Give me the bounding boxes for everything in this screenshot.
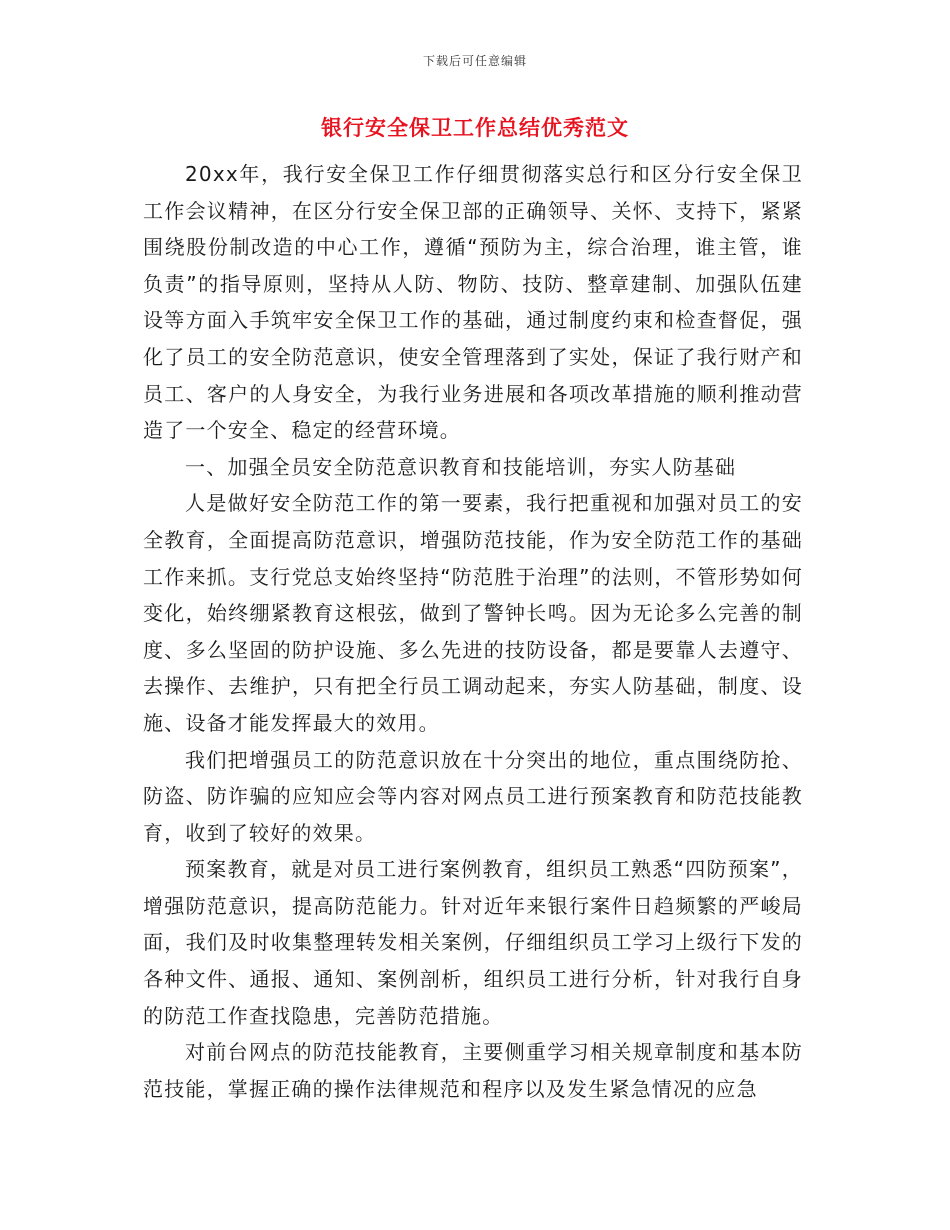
header-note: 下载后可任意编辑	[422, 54, 527, 68]
section-heading-1: 一、加强全员安全防范意识教育和技能培训，夯实人防基础	[185, 454, 737, 479]
paragraph: 预案教育，就是对员工进行案例教育，组织员工熟悉“四防预案”，增强防范意识，提高防范能力。针对近年来银行案件日趋频繁的严峻局面，我们及时收集整理转发相关案例，仔细组织员工学习上级行下发的各种文件、通报、通知、案例剖析，组织员工进行分析，针对我行自身的防范工作查找隐患，完善防范措施。	[143, 857, 803, 1028]
document-body	[143, 156, 803, 1107]
document-title: 银行安全保卫工作总结优秀范文	[321, 116, 629, 140]
paragraph-intro: 20xx年，我行安全保卫工作仔细贯彻落实总行和区分行安全保卫工作会议精神，在区分行安全保卫部的正确领导、关怀、支持下，紧紧围绕股份制改造的中心工作，遵循“预防为主，综合治理，谁主管，谁负责”的指导原则，坚持从人防、物防、技防、整章建制、加强队伍建设等方面入手筑牢安全保卫工作的基础，通过制度约束和检查督促，强化了员工的安全防范意识，使安全管理落到了实处，保证了我行财产和员工、客户的人身安全，为我行业务进展和各项改革措施的顺利推动营造了一个安全、稳定的经营环境。	[143, 162, 803, 443]
paragraph: 我们把增强员工的防范意识放在十分突出的地位，重点围绕防抢、防盗、防诈骗的应知应会等内容对网点员工进行预案教育和防范技能教育，收到了较好的效果。	[143, 747, 803, 845]
paragraph: 对前台网点的防范技能教育，主要侧重学习相关规章制度和基本防范技能，掌握正确的操作法律规范和程序以及发生紧急情况的应急	[143, 1040, 803, 1101]
paragraph: 人是做好安全防范工作的第一要素，我行把重视和加强对员工的安全教育，全面提高防范意识，增强防范技能，作为安全防范工作的基础工作来抓。支行党总支始终坚持“防范胜于治理”的法则，不管形势如何变化，始终绷紧教育这根弦，做到了警钟长鸣。因为无论多么完善的制度、多么坚固的防护设施、多么先进的技防设备，都是要靠人去遵守、去操作、去维护，只有把全行员工调动起来，夯实人防基础，制度、设施、设备才能发挥最大的效用。	[143, 491, 803, 735]
